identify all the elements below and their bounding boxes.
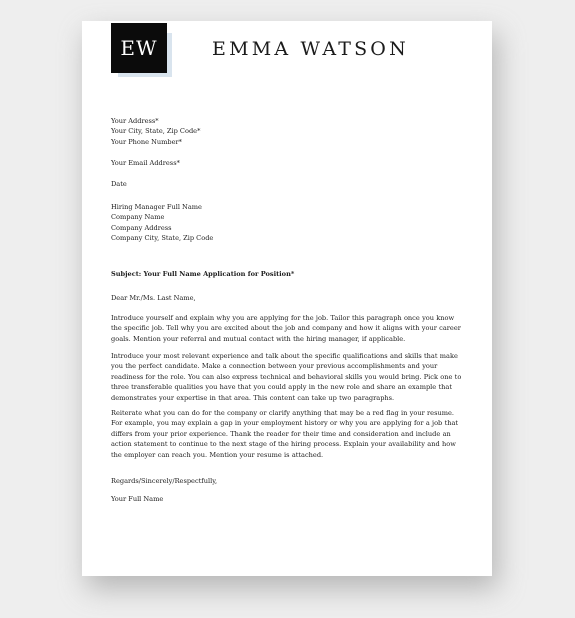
- letter-date: Date: [111, 180, 127, 188]
- signature-block: [111, 494, 466, 504]
- monogram-logo: [111, 23, 167, 73]
- recipient-city-state-zip: Company City, State, Zip Code: [111, 234, 214, 243]
- paragraph-1-block: [111, 313, 466, 344]
- recipient-block: [111, 202, 466, 244]
- closing-block: [111, 476, 466, 486]
- salutation: Dear Mr./Ms. Last Name,: [111, 294, 196, 302]
- recipient-manager: Hiring Manager Full Name: [111, 203, 202, 211]
- sender-email: Your Email Address*: [111, 159, 180, 167]
- applicant-name: EMMA WATSON: [212, 38, 409, 60]
- closing: Regards/Sincerely/Respectfully,: [111, 477, 218, 485]
- sender-phone: Your Phone Number*: [111, 137, 182, 146]
- paragraph-3-block: [111, 408, 466, 460]
- body-paragraph: Introduce your most relevant experience and talk about the specific qualifications and skills that make you the perfect candidate. Make a connection between your previous accomplishments and your readiness for the role. You can also express technical and behavioral skills you would bring. Pick one to three transferable qualities you have that you could apply in the new role and share an example that demonstrates your expertise in that area. This content can take up two paragraphs.: [111, 352, 462, 402]
- body-paragraph: Reiterate what you can do for the company or clarify anything that may be a red flag in your resume. For example, you may explain a gap in your employment history or why you are applying for a job that differs from your prior experience. Thank the reader for their time and consideration and include an action statement to continue to the next stage of the hiring process. Explain your availability and how the employer can reach you. Mention your resume is attached.: [111, 409, 459, 459]
- signature-name: Your Full Name: [111, 495, 164, 503]
- sender-city-state-zip: Your City, State, Zip Code*: [111, 127, 201, 136]
- date-block: [111, 179, 466, 189]
- sender-block: [111, 116, 466, 147]
- paragraph-2-block: [111, 351, 466, 403]
- monogram-text: EW: [120, 36, 158, 60]
- recipient-address: Company Address: [111, 223, 172, 232]
- sender-address: Your Address*: [111, 117, 159, 125]
- subject-block: [111, 269, 466, 279]
- sender-email-block: [111, 158, 466, 168]
- recipient-company: Company Name: [111, 213, 165, 222]
- subject-line: Subject: Your Full Name Application for Position*: [111, 270, 295, 278]
- cover-letter-page: [82, 21, 492, 576]
- salutation-block: [111, 293, 466, 303]
- body-paragraph: Introduce yourself and explain why you are applying for the job. Tailor this paragraph once you know the specific job. Tell why you are excited about the job and company and how it aligns with your career goals. Mention your referral and mutual contact with the hiring manager, if applicable.: [111, 314, 461, 343]
